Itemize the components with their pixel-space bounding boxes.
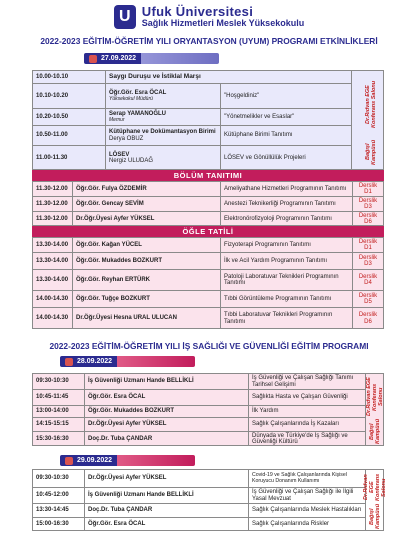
speaker-cell: İş Güvenliği Uzmanı Hande BELLİKLİ xyxy=(84,373,248,389)
table-row xyxy=(32,307,384,329)
calendar-icon xyxy=(65,457,73,465)
topic-cell: "Hoşgeldiniz" xyxy=(220,83,352,108)
date-banner-3 xyxy=(60,455,195,466)
speaker-cell: Dr.Öğr.Üyesi Ayfer YÜKSEL xyxy=(72,211,220,226)
speaker-title: Derya OBUZ xyxy=(109,135,144,142)
table-row xyxy=(32,373,366,389)
topic-cell: Patoloji Laboratuvar Teknikleri Programının Tanıtımı xyxy=(220,269,352,290)
table-row xyxy=(32,211,384,226)
speaker-name: Kütüphane ve Dokümantasyon Birimi xyxy=(109,129,216,136)
time-cell: 11.30-12.00 xyxy=(32,196,72,211)
topic-cell: Sağlık Çalışanlarında Riskler xyxy=(248,517,366,531)
speaker-name: Öğr.Gör. Esra ÖCAL xyxy=(109,90,167,97)
topic-cell: İlk ve Acil Yardım Programının Tanıtımı xyxy=(220,252,352,269)
speaker-cell: Öğr.Gör. Esra ÖCAL xyxy=(84,517,248,531)
time-cell: 10.00-10.10 xyxy=(32,70,105,83)
topic-cell: Fizyoterapi Programının Tanıtımı xyxy=(220,237,352,252)
time-cell: 15:00-16:30 xyxy=(32,517,84,531)
time-cell: 09:30-10:30 xyxy=(32,373,84,389)
table-row xyxy=(32,269,384,290)
topic-cell: Elektronörofizyoloji Programının Tanıtımı xyxy=(220,211,352,226)
table-row xyxy=(32,487,366,503)
time-cell: 15:30-16:30 xyxy=(32,431,84,446)
table-row xyxy=(32,237,384,252)
safety-day1-location xyxy=(368,375,382,444)
location-label: Bağışl Kampüsü xyxy=(365,139,377,165)
time-cell: 10.50-11.00 xyxy=(32,125,105,145)
room-number: D3 xyxy=(364,204,372,210)
speaker-cell: Öğr.Gör. Tuğçe BOZKURT xyxy=(72,290,220,307)
time-cell: 13:30-14:45 xyxy=(32,503,84,517)
time-cell: 13.30-14.00 xyxy=(32,269,72,290)
speaker-cell xyxy=(105,83,220,108)
table-row xyxy=(32,181,384,196)
table-row xyxy=(32,417,366,431)
time-cell: 10.10-10.20 xyxy=(32,83,105,108)
topic-cell: İş Güvenliği ve Çalışan Sağlığı ile İlgili Yasal Mevzuat xyxy=(248,487,366,503)
location-name: Dr.Rıdvan EGE Konferans Salonu xyxy=(365,80,377,128)
date-banner-2 xyxy=(60,356,195,367)
speaker-name: LÖSEV xyxy=(109,151,130,158)
speaker-cell: Doç.Dr. Tuba ÇANDAR xyxy=(84,431,248,446)
speaker-cell: Öğr.Gör. Mukaddes BOZKURT xyxy=(84,405,248,417)
topic-cell: Sağlıkta Hasta ve Çalışan Güvenliği xyxy=(248,389,366,405)
speaker-cell xyxy=(105,108,220,125)
block1-location xyxy=(360,72,382,168)
section-band-lunch: ÖĞLE TATİLİ xyxy=(32,226,384,237)
time-cell: 13.30-14.00 xyxy=(32,252,72,269)
calendar-icon xyxy=(89,55,97,63)
topic-cell: Tıbbi Görüntüleme Programının Tanıtımı xyxy=(220,290,352,307)
topic-cell: İş Güvenliği ve Çalışan Sağlığı Tanımı Tarihsel Gelişimi xyxy=(248,373,366,389)
room-label: Derslik xyxy=(358,212,378,219)
time-cell: 14.00-14.30 xyxy=(32,307,72,329)
school-name: Sağlık Hizmetleri Meslek Yüksekokulu xyxy=(141,17,305,28)
speaker-title: Nergiz ULUDAĞ xyxy=(109,158,154,164)
table-row xyxy=(32,252,384,269)
table-row xyxy=(32,290,384,307)
time-cell: 09:30-10:30 xyxy=(32,469,84,487)
time-cell: 10:45-12:00 xyxy=(32,487,84,503)
room-label: Derslik xyxy=(358,182,378,189)
topic-cell: Sağlık Çalışanlarında Meslek Hastalıkları xyxy=(248,503,366,517)
topic-cell: Covid-19 ve Sağlık Çalışanlarında Kişisel Koruyucu Donanım Kullanımı xyxy=(248,469,366,487)
room-cell xyxy=(352,237,384,252)
room-number: D4 xyxy=(364,280,372,286)
room-label: Derslik xyxy=(358,238,378,245)
topic-cell: Sağlık Çalışanlarında İş Kazaları xyxy=(248,417,366,431)
speaker-cell xyxy=(105,125,220,145)
orientation-title: 2022-2023 EĞİTİM-ÖĞRETİM YILI ORYANTASYON (UYUM) PROGRAMI ETKİNLİKLERİ xyxy=(40,36,378,46)
table-row xyxy=(32,405,366,417)
topic-cell: "Yönetmelikler ve Esaslar" xyxy=(220,108,352,125)
table-row xyxy=(32,431,366,446)
section-band-department: BÖLÜM TANITIMI xyxy=(32,170,384,181)
time-cell: 14:15-15:15 xyxy=(32,417,84,431)
speaker-title: Memur xyxy=(109,116,125,123)
speaker-cell: Öğr.Gör. Mukaddes BOZKURT xyxy=(72,252,220,269)
safety-title: 2022-2023 EĞİTİM-ÖĞRETİM YILI İŞ SAĞLIĞI VE GÜVENLİĞİ EĞİTİM PROGRAMI xyxy=(49,341,369,351)
room-cell xyxy=(352,181,384,196)
room-number: D3 xyxy=(364,261,372,267)
room-cell xyxy=(352,211,384,226)
time-cell: 11.30-12.00 xyxy=(32,211,72,226)
time-cell: 11.00-11.30 xyxy=(32,145,105,170)
room-label: Derslik xyxy=(358,292,378,299)
table-row xyxy=(32,125,352,145)
topic-cell: İlk Yardım xyxy=(248,405,366,417)
room-label: Derslik xyxy=(358,254,378,261)
speaker-cell xyxy=(105,145,220,170)
table-row xyxy=(32,517,366,531)
location-label: Bağışl Kampüsü xyxy=(369,503,381,529)
room-number: D1 xyxy=(364,245,372,251)
speaker-cell: Öğr.Gör. Kağan YÜCEL xyxy=(72,237,220,252)
header xyxy=(0,0,418,33)
speaker-name: Serap YAMANOĞLU xyxy=(109,111,167,118)
room-label: Derslik xyxy=(358,197,378,204)
date-banner-1 xyxy=(84,53,219,64)
speaker-cell: Dr.Öğr.Üyesi Hesna URAL ULUCAN xyxy=(72,307,220,329)
room-number: D1 xyxy=(364,189,372,195)
room-number: D6 xyxy=(364,219,372,225)
safety-day2-location xyxy=(363,471,387,529)
table-row xyxy=(32,145,352,170)
time-cell: 11.30-12.00 xyxy=(32,181,72,196)
time-cell: 14.00-14.30 xyxy=(32,290,72,307)
time-cell: 13.30-14.00 xyxy=(32,237,72,252)
date-1: 27.09.2022 xyxy=(101,55,137,62)
university-logo: U xyxy=(114,5,136,29)
time-cell: 10.20-10.50 xyxy=(32,108,105,125)
date-2: 28.09.2022 xyxy=(77,358,113,365)
room-cell xyxy=(352,252,384,269)
university-name: Ufuk Üniversitesi xyxy=(141,3,254,19)
room-cell xyxy=(352,307,384,329)
room-cell xyxy=(352,269,384,290)
location-label: Bağışl Kampüsü xyxy=(369,418,381,444)
table-row xyxy=(32,389,366,405)
speaker-cell: Öğr.Gör. Reyhan ERTÜRK xyxy=(72,269,220,290)
topic-cell: LÖSEV ve Gönüllülük Projeleri xyxy=(220,145,352,170)
room-cell xyxy=(352,290,384,307)
speaker-cell: İş Güvenliği Uzmanı Hande BELLİKLİ xyxy=(84,487,248,503)
date-3: 29.09.2022 xyxy=(77,457,113,464)
topic-cell: Dünyada ve Türkiye'de İş Sağlığı ve Güvenliği Kültürü xyxy=(248,431,366,446)
table-row xyxy=(32,70,352,83)
calendar-icon xyxy=(65,358,73,366)
speaker-cell: Doç.Dr. Tuba ÇANDAR xyxy=(84,503,248,517)
location-name: Dr.Rıdvan EGE Konferans Salonu xyxy=(363,473,387,502)
location-name: Dr.Rıdvan EGE Konferans Salonu xyxy=(366,377,384,417)
room-number: D6 xyxy=(364,318,372,325)
topic-cell: Ameliyathane Hizmetleri Programının Tanıtımı xyxy=(220,181,352,196)
room-label: Derslik xyxy=(358,312,378,319)
room-cell xyxy=(352,196,384,211)
speaker-cell: Öğr.Gör. Fulya ÖZDEMİR xyxy=(72,181,220,196)
room-number: D5 xyxy=(364,299,372,305)
speaker-title: Yüksekokul Müdürü xyxy=(109,95,153,102)
table-row xyxy=(32,83,352,108)
topic-cell: Anestezi Teknikerliği Programının Tanıtımı xyxy=(220,196,352,211)
topic-cell: Kütüphane Birimi Tanıtımı xyxy=(220,125,352,145)
time-cell: 10:45-11:45 xyxy=(32,389,84,405)
topic-cell: Tıbbi Laboratuvar Teknikleri Programının Tanıtımı xyxy=(220,307,352,329)
table-row xyxy=(32,108,352,125)
room-label: Derslik xyxy=(358,273,378,280)
speaker-cell: Dr.Öğr.Üyesi Ayfer YÜKSEL xyxy=(84,469,248,487)
speaker-cell: Öğr.Gör. Gencay SEVİM xyxy=(72,196,220,211)
table-row xyxy=(32,469,366,487)
speaker-cell: Dr.Öğr.Üyesi Ayfer YÜKSEL xyxy=(84,417,248,431)
table-row xyxy=(32,196,384,211)
table-row xyxy=(32,503,366,517)
activity-cell: Saygı Duruşu ve İstiklal Marşı xyxy=(105,70,352,83)
speaker-cell: Öğr.Gör. Esra ÖCAL xyxy=(84,389,248,405)
time-cell: 13:00-14:00 xyxy=(32,405,84,417)
